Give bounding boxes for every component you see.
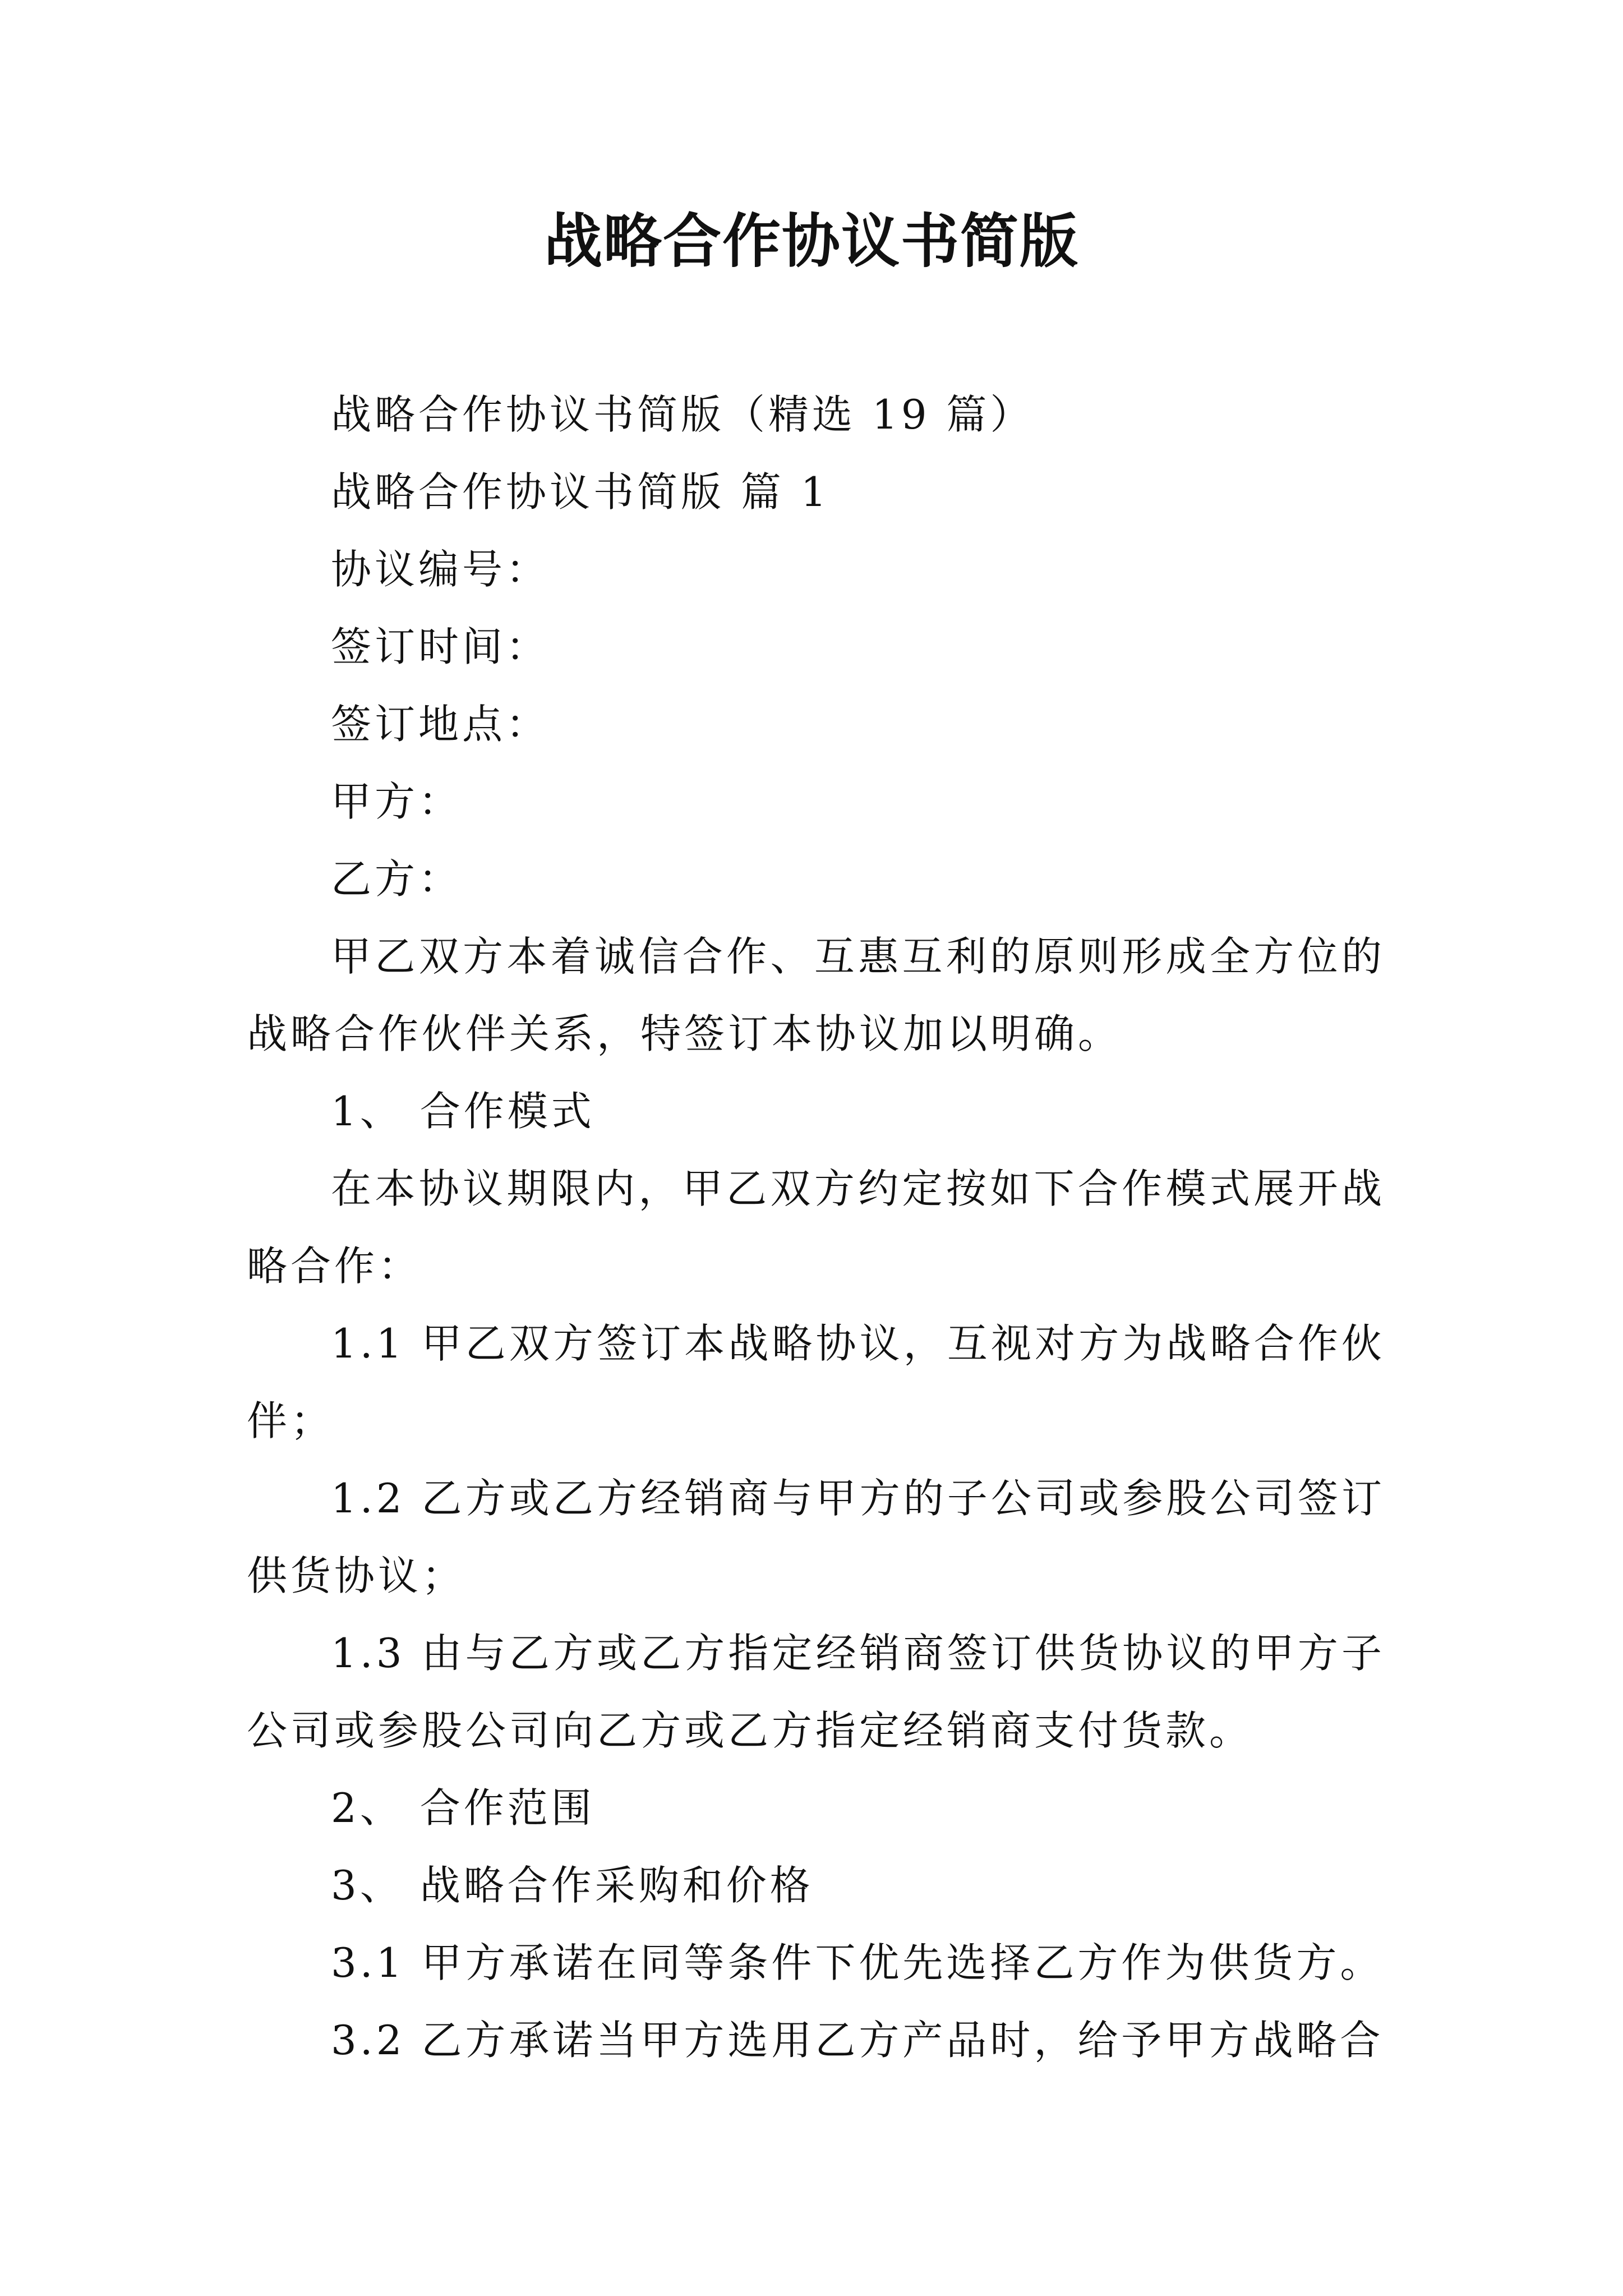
- heading-cooperation-mode: 1、 合作模式: [331, 1088, 595, 1135]
- heading-procurement-price: 3、 战略合作采购和价格: [331, 1862, 814, 1909]
- clause-1-2: 1.2 乙方或乙方经销商与甲方的子公司或参股公司签订供货协议；: [247, 1475, 1385, 1599]
- paragraph-cooperation-mode: 在本协议期限内，甲乙双方约定按如下合作模式展开战略合作：: [247, 1165, 1385, 1290]
- sign-time-label: 签订时间：: [331, 623, 550, 670]
- party-a-label: 甲方：: [331, 778, 463, 825]
- clause-3-2: 3.2 乙方承诺当甲方选用乙方产品时，给予甲方战略合: [331, 2017, 1384, 2064]
- subtitle: 战略合作协议书简版（精选 19 篇）: [331, 391, 1034, 438]
- clause-1-1: 1.1 甲乙双方签订本战略协议，互视对方为战略合作伙伴；: [247, 1320, 1385, 1444]
- clause-1-3: 1.3 由与乙方或乙方指定经销商签订供货协议的甲方子公司或参股公司向乙方或乙方指定经销商支付货款。: [247, 1630, 1385, 1754]
- document-title: 战略合作协议书简版: [543, 207, 1079, 275]
- sign-place-label: 签订地点：: [331, 701, 550, 748]
- section-heading: 战略合作协议书简版 篇 1: [331, 468, 830, 516]
- party-b-label: 乙方：: [331, 855, 463, 903]
- clause-3-1: 3.1 甲方承诺在同等条件下优先选择乙方作为供货方。: [331, 1939, 1384, 1986]
- heading-cooperation-scope: 2、 合作范围: [331, 1784, 595, 1832]
- agreement-number-label: 协议编号：: [331, 546, 550, 593]
- document-body: [247, 376, 1385, 2079]
- intro-paragraph: 甲乙双方本着诚信合作、互惠互利的原则形成全方位的战略合作伙伴关系，特签订本协议加以明确。: [247, 933, 1385, 1057]
